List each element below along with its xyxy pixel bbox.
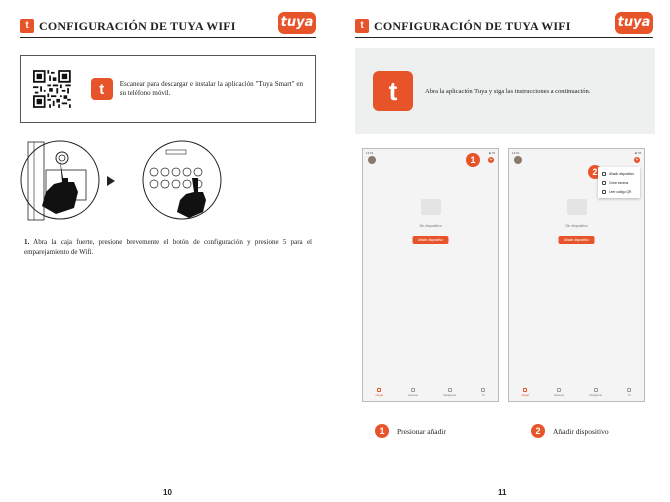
no-device-text: Sin dispositivo: [419, 224, 442, 228]
open-app-text: Abra la aplicación Tuya y siga las instrucciones a continuación.: [425, 87, 591, 95]
page-title: CONFIGURACIÓN DE TUYA WIFI: [39, 19, 236, 33]
avatar[interactable]: [514, 156, 522, 164]
tab-smart[interactable]: [443, 388, 456, 397]
page-number: 10: [163, 488, 172, 497]
status-battery: ■ 78: [489, 151, 495, 155]
home-icon: [523, 388, 527, 392]
page-title: CONFIGURACIÓN DE TUYA WIFI: [374, 19, 571, 33]
tab-label: Hogar: [375, 393, 384, 397]
page-header: [355, 14, 653, 38]
tab-label: Escena: [554, 393, 564, 397]
tab-label: Hogar: [521, 393, 530, 397]
caption-step-2: [531, 424, 609, 438]
tab-label: Inteligente: [589, 393, 603, 397]
menu-item-scan-qr[interactable]: [598, 187, 640, 196]
tab-bar: [363, 388, 498, 397]
tab-bar: [509, 388, 644, 397]
menu-item-create-scene[interactable]: [598, 178, 640, 187]
home-icon: [377, 388, 381, 392]
add-device-button[interactable]: Añadir dispositivo: [558, 236, 595, 244]
qr-instruction-text: Escanear para descargar e instalar la aplicación "Tuya Smart" en su teléfono móvil.: [119, 79, 303, 97]
add-plus-icon[interactable]: +: [489, 157, 493, 163]
device-icon: [602, 172, 606, 176]
no-device-text: Sin dispositivo: [565, 224, 588, 228]
step-number: 1.: [24, 238, 30, 246]
scene-icon: [557, 388, 561, 392]
tab-label: Inteligente: [443, 393, 457, 397]
caption-badge: 2: [531, 424, 545, 438]
tab-home[interactable]: [376, 388, 384, 397]
menu-label: Leer código QR: [609, 189, 632, 194]
qr-code-icon: [33, 65, 71, 113]
tab-label: Yo: [481, 393, 485, 397]
tuya-logo: tuya: [615, 12, 653, 34]
tab-label: Yo: [627, 393, 631, 397]
status-bar: [512, 151, 641, 155]
caption-badge: 1: [375, 424, 389, 438]
tab-me[interactable]: [627, 388, 631, 397]
tab-home[interactable]: [522, 388, 530, 397]
caption-step-1: [375, 424, 446, 438]
status-time: 14:51: [512, 151, 520, 155]
open-app-box: [355, 48, 655, 134]
add-device-button[interactable]: Añadir dispositivo: [412, 236, 449, 244]
tab-label: Escena: [408, 393, 418, 397]
safe-illustration: [20, 140, 230, 222]
scene-icon: [411, 388, 415, 392]
menu-label: Añadir dispositivo: [609, 171, 634, 176]
tab-smart[interactable]: [589, 388, 602, 397]
qr-download-box: [20, 55, 316, 123]
step-1-instruction: [24, 238, 312, 257]
menu-item-add-device[interactable]: [598, 169, 640, 178]
smart-icon: [448, 388, 452, 392]
add-menu: [598, 167, 640, 198]
tuya-logo: tuya: [278, 12, 316, 34]
tuya-app-icon: t: [373, 71, 413, 111]
tab-scene[interactable]: [555, 388, 564, 397]
tab-scene[interactable]: [409, 388, 418, 397]
status-time: 14:51: [366, 151, 374, 155]
phone-screenshot-1: [362, 148, 499, 402]
scan-icon: [602, 190, 606, 194]
status-battery: ■ 78: [635, 151, 641, 155]
smart-icon: [594, 388, 598, 392]
tuya-app-icon: t: [91, 78, 113, 100]
empty-box-icon: [421, 199, 441, 215]
step-text: Abra la caja fuerte, presione brevemente el botón de configuración y presione 5 para el emparejamiento de Wifi.: [24, 238, 312, 256]
user-icon: [481, 388, 485, 392]
step-badge: 2: [588, 165, 602, 179]
menu-label: Crear escena: [609, 180, 629, 185]
tuya-t-icon: t: [355, 19, 369, 33]
caption-text: Presionar añadir: [397, 426, 446, 436]
empty-box-icon: [567, 199, 587, 215]
caption-text: Añadir dispositivo: [553, 426, 609, 436]
step-badge: 1: [466, 153, 480, 167]
scene-icon: [602, 181, 606, 185]
page-header: [20, 14, 316, 38]
tuya-t-icon: t: [20, 19, 34, 33]
user-icon: [627, 388, 631, 392]
page-number: 11: [498, 488, 507, 497]
avatar[interactable]: [368, 156, 376, 164]
phone-screenshot-2: [508, 148, 645, 402]
add-plus-icon[interactable]: +: [635, 157, 639, 163]
tab-me[interactable]: [481, 388, 485, 397]
